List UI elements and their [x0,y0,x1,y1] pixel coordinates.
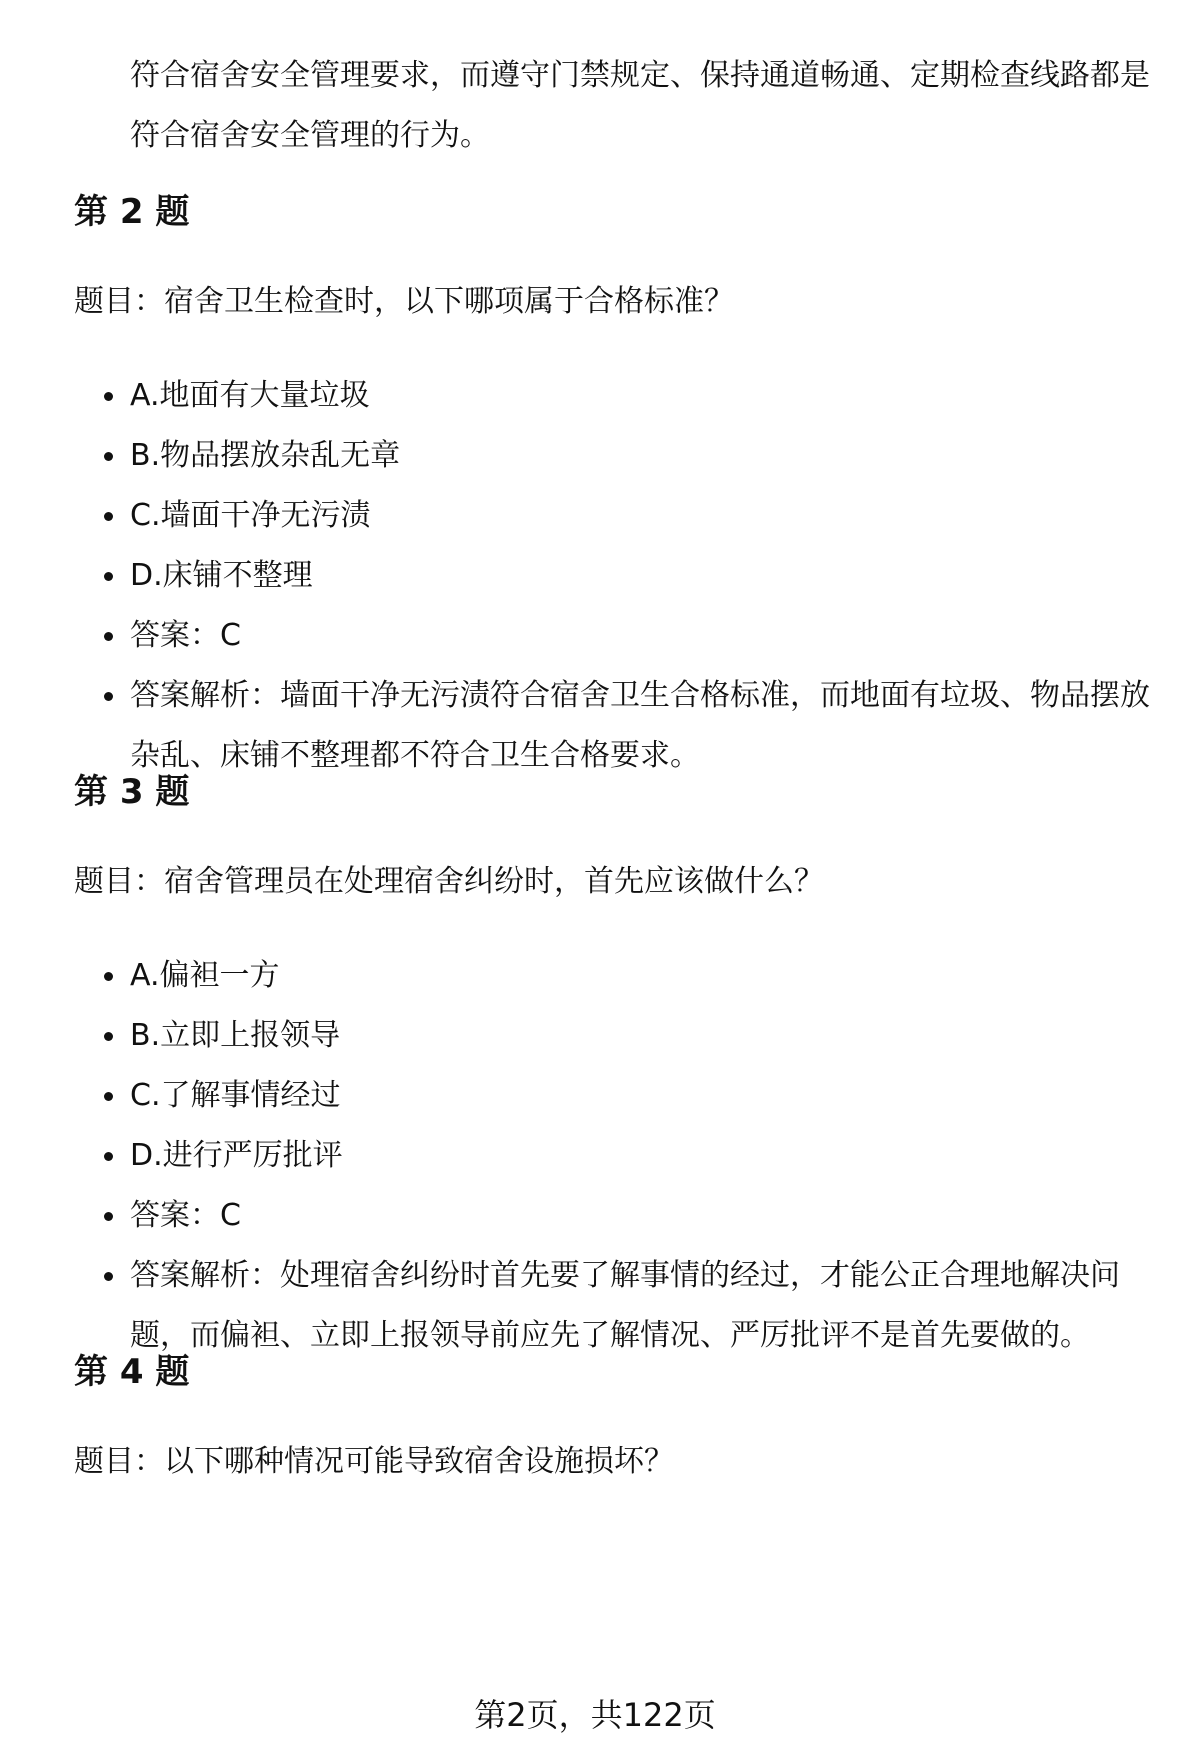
list-item [74,946,1160,1006]
option-a: A.地面有大量垃圾 [130,378,370,413]
list-item [74,1186,1160,1246]
question-3-options [74,946,1160,1366]
list-item [74,366,1160,426]
option-b: B.立即上报领导 [130,1018,341,1053]
question-3-heading: 第 3 题 [74,772,190,812]
answer-analysis: 答案解析：处理宿舍纠纷时首先要了解事情的经过，才能公正合理地解决问题，而偏袒、立即上报领导前应先了解情况、严厉批评不是首先要做的。 [130,1258,1120,1353]
page-number: 第2页，共122页 [474,1696,716,1734]
bullet-icon [104,452,113,461]
bullet-icon [104,1152,113,1161]
bullet-icon [104,632,113,641]
list-item [74,1126,1160,1186]
list-item [74,426,1160,486]
question-4-stem: 题目：以下哪种情况可能导致宿舍设施损坏？ [74,1444,674,1479]
bullet-icon [104,512,113,521]
answer: 答案：C [130,618,241,653]
bullet-icon [104,972,113,981]
bullet-icon [104,1212,113,1221]
question-2-options [74,366,1160,786]
question-2-stem: 题目：宿舍卫生检查时，以下哪项属于合格标准？ [74,284,734,319]
list-item [74,1246,1160,1366]
question-2-heading: 第 2 题 [74,192,190,232]
bullet-icon [104,572,113,581]
option-c: C.墙面干净无污渍 [130,498,371,533]
option-d: D.床铺不整理 [130,558,313,593]
answer-analysis: 答案解析：墙面干净无污渍符合宿舍卫生合格标准，而地面有垃圾、物品摆放杂乱、床铺不整理都不符合卫生合格要求。 [130,678,1150,773]
list-item [74,606,1160,666]
option-d: D.进行严厉批评 [130,1138,343,1173]
option-b: B.物品摆放杂乱无章 [130,438,401,473]
question-3-stem: 题目：宿舍管理员在处理宿舍纠纷时，首先应该做什么？ [74,864,824,899]
list-item [74,486,1160,546]
question-3 [74,772,1160,1366]
list-item [74,666,1160,786]
question-4 [74,1352,1160,1482]
question-4-heading: 第 4 题 [74,1352,190,1392]
option-c: C.了解事情经过 [130,1078,341,1113]
previous-answer-analysis-continuation: 符合宿舍安全管理要求，而遵守门禁规定、保持通道畅通、定期检查线路都是符合宿舍安全管理的行为。 [130,58,1150,153]
bullet-icon [104,692,113,701]
bullet-icon [104,392,113,401]
list-item [74,1006,1160,1066]
answer: 答案：C [130,1198,241,1233]
bullet-icon [104,1272,113,1281]
bullet-icon [104,1092,113,1101]
list-item [74,546,1160,606]
list-item [74,1066,1160,1126]
bullet-icon [104,1032,113,1041]
option-a: A.偏袒一方 [130,958,280,993]
question-2 [74,192,1160,786]
